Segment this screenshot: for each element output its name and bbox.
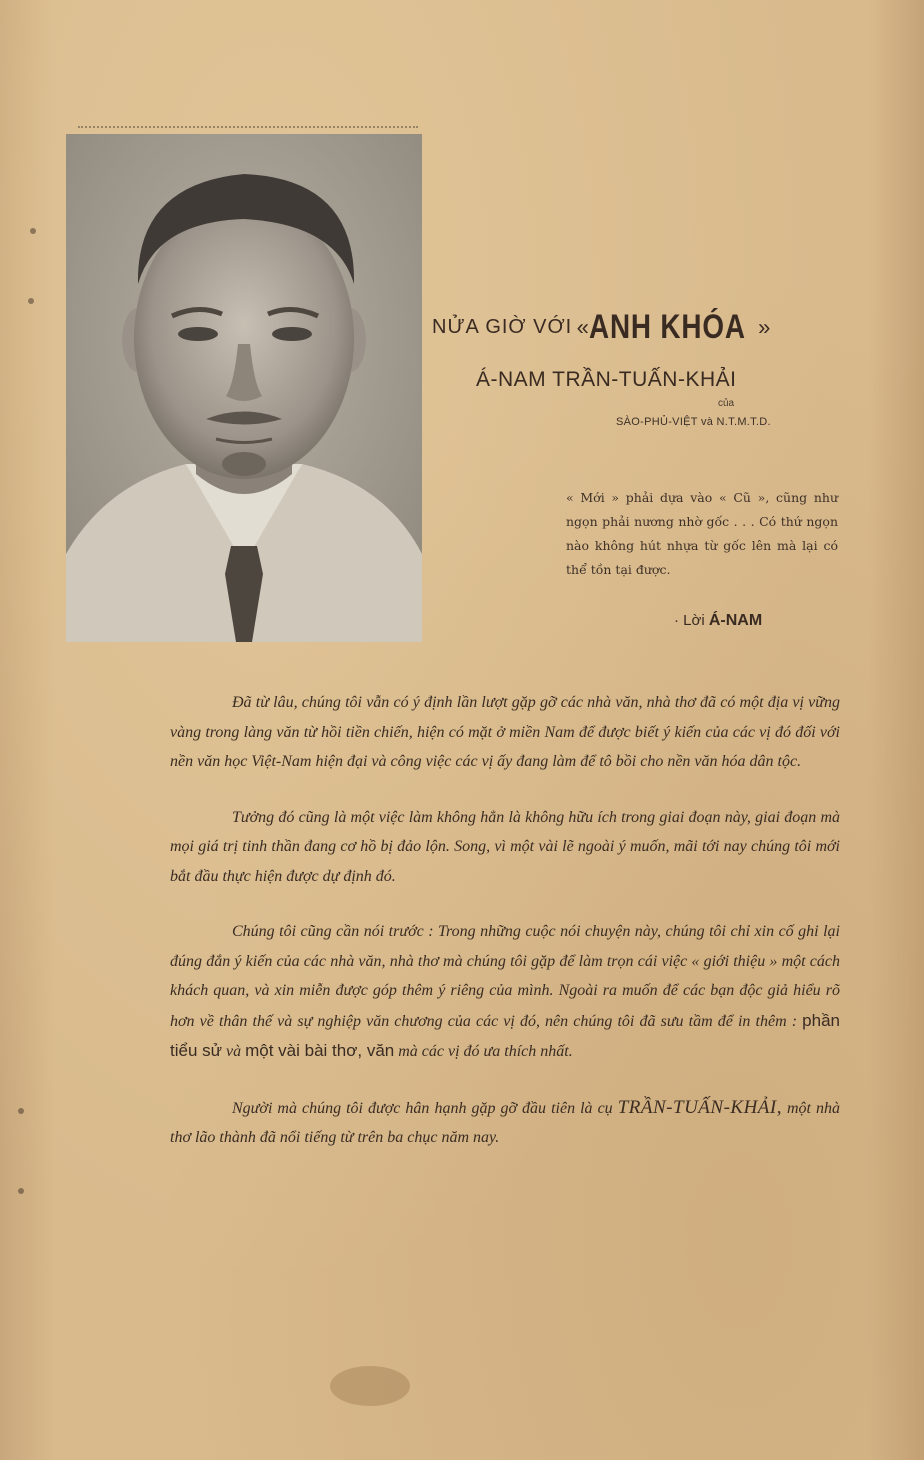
p3-emphasis-poems: một vài bài thơ, văn — [245, 1041, 395, 1060]
subtitle-author: Á-NAM TRẦN-TUẤN-KHẢI — [476, 368, 737, 391]
photo-top-border — [78, 126, 418, 134]
p3-text-c: mà các vị đó ưa thích nhất. — [398, 1043, 573, 1060]
body-paragraph-1: Đã từ lâu, chúng tôi vẫn có ý định lần lượt gặp gỡ các nhà văn, nhà thơ đã có một địa vị vững vàng trong làng văn từ hồi tiền chiến, hiện có mặt ở miền Nam để được biết ý kiến của các vị đó đối với nền văn học Việt-Nam hiện đại và công việc các vị ấy đang làm để tô bồi cho nền văn hóa dân tộc. — [170, 694, 840, 770]
p3-text-a: Chúng tôi cũng cần nói trước : Trong những cuộc nói chuyện này, chúng tôi chỉ xin cố ghi lại đúng đắn ý kiến của các nhà văn, nhà thơ mà chúng tôi gặp để làm trọn cái việc « giới thiệu » một cách khách quan, và xin miễn được góp thêm ý riêng của mình. Ngoài ra muốn để các bạn độc giả hiểu rõ hơn về thân thế và sự nghiệp văn chương của các vị đó, nên chúng tôi đã sưu tầm để in thêm : — [170, 923, 840, 1030]
paper-hole — [28, 298, 34, 304]
attribution-name: Á-NAM — [708, 612, 763, 629]
byline: SÀO-PHỦ-VIỆT và N.T.M.T.D. — [616, 416, 771, 428]
p4-text-a: Người mà chúng tôi được hân hạnh gặp gỡ đầu tiên là cụ — [232, 1099, 613, 1117]
body-paragraph-4 — [170, 1093, 840, 1153]
article-body — [170, 688, 840, 1179]
title-close-quote: » — [758, 314, 771, 340]
p4-subject-name: TRẦN-TUẤN-KHẢI, — [617, 1096, 782, 1118]
paper-hole — [18, 1188, 24, 1194]
attribution-prefix: · Lời — [674, 612, 705, 629]
body-paragraph-2: Tưởng đó cũng là một việc làm không hẳn là không hữu ích trong giai đoạn này, giai đoạn mà mọi giá trị tinh thần đang cơ hồ bị đảo lộn. Song, vì một vài lẽ ngoài ý muốn, mãi tới nay chúng tôi mới bắt đầu thực hiện được dự định đó. — [170, 808, 840, 885]
by-label: của — [718, 398, 735, 409]
p3-emphasis-biography: phần tiểu sử — [170, 1010, 840, 1060]
epigraph — [566, 486, 838, 582]
p3-text-b: và — [226, 1043, 242, 1060]
portrait-photo — [66, 134, 422, 642]
paper-stain — [330, 1366, 410, 1406]
title-open-quote: « — [576, 314, 589, 340]
article-title — [432, 308, 862, 358]
body-paragraph-3 — [170, 917, 840, 1067]
title-main: ANH KHÓA — [588, 308, 746, 346]
epigraph-text: « Mới » phải dựa vào « Cũ », cũng như ngọn phải nương nhờ gốc . . . Có thứ ngọn nào không hút nhựa từ gốc lên mà lại có thể tồn tại được. — [566, 490, 838, 577]
paper-hole — [30, 228, 36, 234]
epigraph-attribution — [674, 612, 762, 630]
title-prefix: NỬA GIỜ VỚI — [432, 316, 573, 338]
paper-hole — [18, 1108, 24, 1114]
p4-text-b: một nhà thơ lão thành đã nổi tiếng từ trên ba chục năm nay. — [170, 1099, 841, 1146]
